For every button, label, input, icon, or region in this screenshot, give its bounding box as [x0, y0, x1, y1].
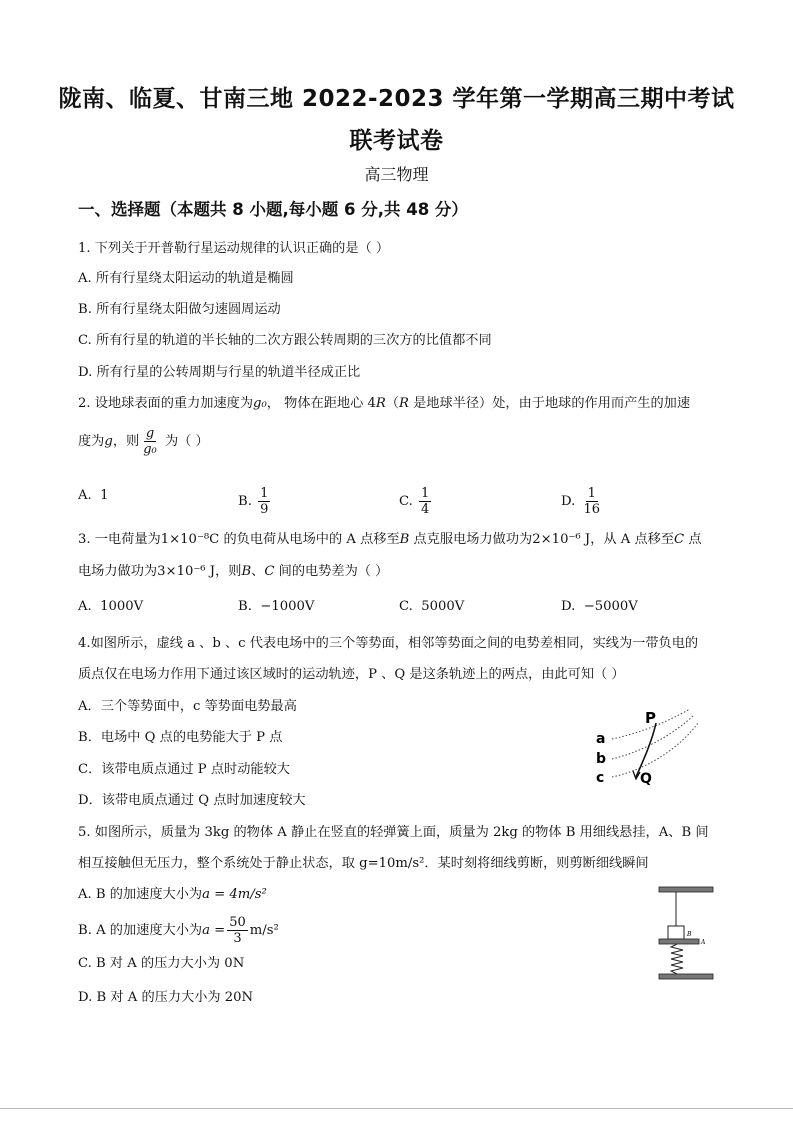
q3-point-b: B	[399, 532, 410, 547]
q5-option-a	[78, 883, 267, 902]
subject-title: 高三物理	[364, 165, 429, 184]
q3-work1: 2×10⁻⁶ J	[532, 532, 591, 547]
q3-text: 间的电势差为（ ）	[274, 564, 389, 579]
q3-point-c: C	[674, 532, 685, 547]
q1-option-d: D. 所有行星的公转周期与行星的轨道半径成正比	[78, 365, 361, 380]
q3-option-c	[399, 599, 464, 614]
paper-title-line2: 联考试卷	[349, 128, 444, 154]
option-label: D.	[561, 599, 576, 614]
q3-text: 3. 一电荷量为	[78, 532, 161, 547]
frac-den: g₀	[143, 442, 157, 457]
option-value: 5000V	[421, 599, 465, 614]
q2-g: g	[104, 434, 113, 449]
q4-option-a: A．三个等势面中，c 等势面电势最高	[78, 699, 297, 714]
q3-text: 电场力做功为	[78, 564, 158, 579]
q3-option-b	[238, 599, 314, 614]
paper-title: 陇南、临夏、甘南三地 2022-2023 学年第一学期高三期中考试	[58, 86, 735, 112]
q2-option-a	[78, 488, 109, 503]
q5-formula: a =	[202, 923, 226, 938]
q5-stem-line2: 相互接触但无压力，整个系统处于静止状态，取 g=10m/s²．某时刻将细线剪断，则剪断细线瞬间	[78, 856, 649, 871]
block-a	[659, 939, 699, 944]
frac-num: 1	[587, 486, 596, 501]
option-label: B.	[238, 599, 252, 614]
q2-R2: R	[398, 396, 409, 411]
ceiling	[659, 887, 713, 892]
label-a: a	[596, 731, 606, 747]
spring-figure	[655, 884, 720, 986]
q1-option-b: B. 所有行星绕太阳做匀速圆周运动	[78, 302, 281, 317]
q2-R: R	[375, 396, 386, 411]
label-a: A	[701, 939, 706, 946]
option-value: −5000V	[583, 599, 638, 614]
option-value: 1	[100, 488, 109, 503]
floor	[659, 974, 713, 979]
option-label: C.	[399, 494, 413, 509]
label-p: P	[645, 709, 656, 727]
q2-text: ， 物体在距地心 4	[266, 396, 376, 411]
q1-stem: 1. 下列关于开普勒行星运动规律的认识正确的是（ ）	[78, 241, 390, 256]
label-q: Q	[640, 771, 652, 787]
spring	[671, 944, 683, 974]
q2-fraction	[141, 426, 159, 457]
q3-work2: 3×10⁻⁶ J	[157, 564, 216, 579]
q5-option-b	[78, 915, 279, 946]
label-c: c	[596, 770, 605, 786]
frac-num: 50	[229, 915, 246, 930]
q3-text: ，从 A 点移至	[590, 532, 675, 547]
q3-stem-line2	[78, 560, 388, 579]
q2-text: 是地球半径）处，由于地球的作用而产生的加速	[408, 396, 691, 411]
q3-point-c: C	[264, 564, 275, 579]
q3-stem-line1	[78, 528, 702, 547]
q2-text: 2. 设地球表面的重力加速度为	[78, 396, 254, 411]
q3-text: 点克服电场力做功为	[409, 532, 533, 547]
q2-option-b	[238, 486, 272, 517]
block-b	[668, 926, 684, 939]
q4-stem-line1: 4.如图所示，虚线 a 、b 、c 代表电场中的三个等势面，相邻等势面之间的电势差相同，实线为一带负电的	[78, 636, 699, 651]
label-b: b	[596, 751, 607, 767]
q5-text: A. B 的加速度大小为	[78, 887, 203, 902]
option-label: D.	[561, 494, 576, 509]
label-b: B	[687, 931, 692, 938]
option-value: 1000V	[100, 599, 144, 614]
q3-charge: 1×10⁻⁸C	[160, 532, 220, 547]
q4-option-b: B．电场中 Q 点的电势能大于 P 点	[78, 730, 283, 745]
q2-text: （	[385, 396, 399, 411]
q2-stem-line2	[78, 426, 209, 457]
frac-num: g	[145, 426, 155, 441]
q2-option-d	[561, 486, 604, 517]
q2-text: 度为	[78, 434, 105, 449]
q5-stem-line1: 5. 如图所示，质量为 3kg 的物体 A 静止在竖直的轻弹簧上面，质量为 2kg 的物体 B 用细线悬挂，A、B 间	[78, 825, 709, 840]
q3-text: 点	[684, 532, 702, 547]
q5-text: B. A 的加速度大小为	[78, 923, 203, 938]
option-fraction	[419, 486, 431, 517]
page-bottom-rule	[0, 1108, 793, 1109]
q5-option-d: D. B 对 A 的压力大小为 20N	[78, 990, 254, 1005]
option-fraction	[258, 486, 270, 517]
q4-stem-line2: 质点仅在电场力作用下通过该区域时的运动轨迹，P 、Q 是这条轨迹上的两点，由此可知（ ）	[78, 667, 625, 682]
option-label: A.	[78, 488, 92, 503]
q1-option-a: A. 所有行星绕太阳运动的轨道是椭圆	[78, 271, 294, 286]
option-label: C.	[399, 599, 413, 614]
q2-text: ，则	[112, 434, 140, 449]
equipotential-figure	[590, 705, 700, 787]
frac-num: 1	[260, 486, 269, 501]
equipotential-c	[612, 723, 698, 777]
option-value: −1000V	[260, 599, 315, 614]
q1-option-c: C. 所有行星的轨道的半长轴的二次方跟公转周期的三次方的比值都不同	[78, 333, 492, 348]
q5-fraction	[227, 915, 248, 946]
q2-option-c	[399, 486, 433, 517]
q5-option-c: C. B 对 A 的压力大小为 0N	[78, 956, 245, 971]
q3-text: 的负电荷从电场中的 A 点移至	[219, 532, 400, 547]
q2-g0: g₀	[253, 396, 267, 411]
q3-point-b: B	[241, 564, 252, 579]
option-label: A.	[78, 599, 92, 614]
q2-stem-line1	[78, 392, 690, 411]
frac-den: 9	[260, 502, 269, 517]
q4-option-d: D．该带电质点通过 Q 点时加速度较大	[78, 793, 306, 808]
option-label: B.	[238, 494, 252, 509]
frac-den: 4	[421, 502, 430, 517]
q3-text: 、	[251, 564, 265, 579]
frac-num: 1	[421, 486, 430, 501]
option-fraction	[582, 486, 603, 517]
q3-option-d	[561, 599, 638, 614]
frac-den: 3	[233, 931, 242, 946]
q2-text: 为（ ）	[160, 434, 209, 449]
q3-text: ，则	[215, 564, 242, 579]
q5-formula: a = 4m/s²	[202, 887, 267, 902]
q4-option-c: C．该带电质点通过 P 点时动能较大	[78, 762, 290, 777]
frac-den: 16	[583, 502, 601, 517]
section-heading: 一、选择题（本题共 8 小题,每小题 6 分,共 48 分）	[78, 200, 468, 219]
q3-option-a	[78, 599, 143, 614]
q5-unit: m/s²	[249, 923, 279, 938]
